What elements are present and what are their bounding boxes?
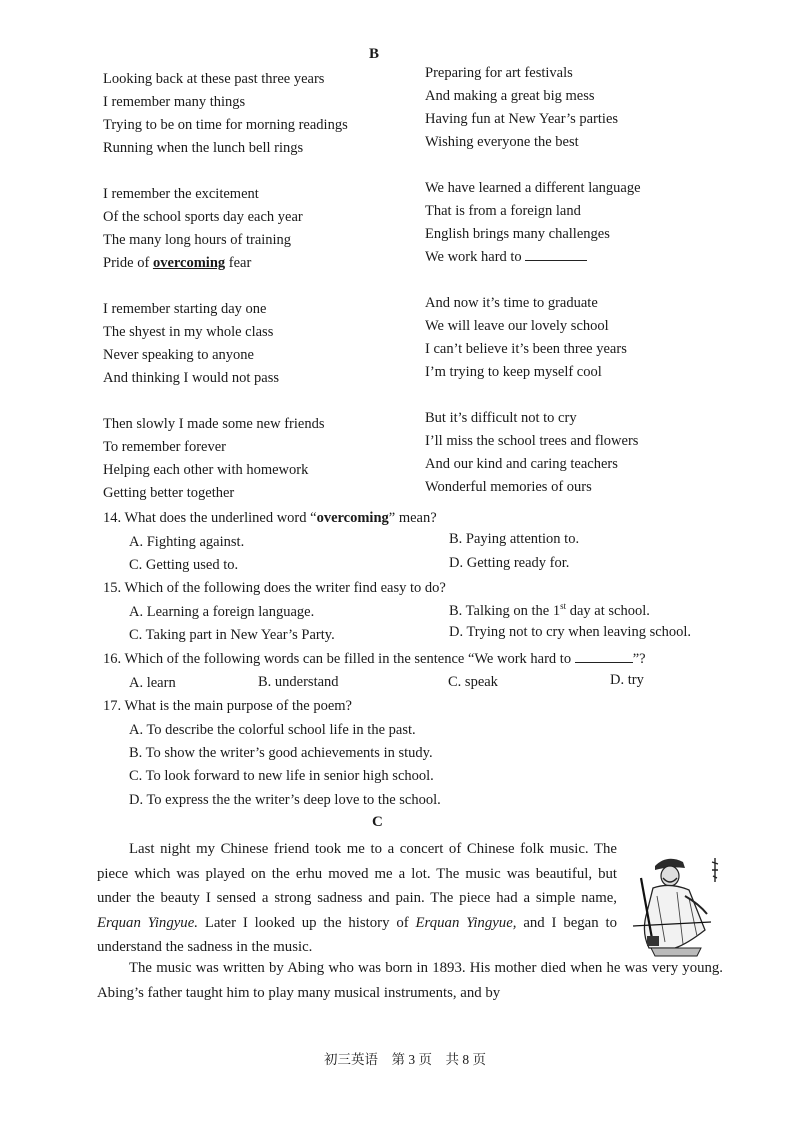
p1-italic-title-1: Erquan Yingyue. — [97, 914, 198, 931]
q14-option-a: A. Fighting against. — [129, 534, 245, 550]
section-c-title: C — [372, 814, 383, 830]
poem-line: Looking back at these past three years — [103, 71, 325, 87]
q17-option-a: A. To describe the colorful school life in the past. — [129, 722, 416, 738]
poem-line: I remember the excitement — [103, 186, 259, 202]
q16-option-c: C. speak — [448, 674, 498, 690]
poem-line: We will leave our lovely school — [425, 318, 609, 334]
poem-line: Helping each other with homework — [103, 462, 309, 478]
poem-line: I’ll miss the school trees and flowers — [425, 433, 639, 449]
page-footer: 初三英语 第 3 页 共 8 页 — [324, 1052, 486, 1067]
poem-line: And now it’s time to graduate — [425, 295, 598, 311]
question-15-stem: 15. Which of the following does the writer find easy to do? — [103, 580, 446, 596]
poem-line: We have learned a different language — [425, 180, 641, 196]
poem-line-pride — [103, 252, 413, 275]
q14-option-d: D. Getting ready for. — [449, 555, 570, 571]
q15-b-sup: st — [560, 601, 567, 611]
erhu-player-icon — [627, 852, 723, 960]
q16-option-a: A. learn — [129, 675, 176, 691]
q17-option-c: C. To look forward to new life in senior high school. — [129, 768, 434, 784]
passage-c-paragraph-2: The music was written by Abing who was born in 1893. His mother died when he was very young. Abing’s father taught him to play many musical instruments, and by — [97, 960, 723, 1001]
poem-line: I remember many things — [103, 94, 246, 110]
q16-option-b: B. understand — [258, 674, 339, 690]
q16-stem-after: ”? — [632, 651, 646, 667]
stanza — [103, 68, 413, 160]
stanza — [425, 62, 745, 154]
poem-right-column — [425, 62, 745, 499]
poem-line: Wishing everyone the best — [425, 134, 579, 150]
poem-line: I can’t believe it’s been three years — [425, 341, 627, 357]
section-b-title: B — [369, 46, 380, 62]
question-16-stem — [103, 650, 646, 668]
p1-italic-title-2: Erquan Yingyue, — [415, 914, 517, 931]
poem-line: Never speaking to anyone — [103, 347, 254, 363]
poem-line: Trying to be on time for morning readings — [103, 117, 348, 133]
poem-line: English brings many challenges — [425, 226, 610, 242]
poem-line: I’m trying to keep myself cool — [425, 364, 602, 380]
underlined-word: overcoming — [152, 255, 226, 271]
q14-word: overcoming — [316, 510, 389, 526]
q14-after: ” mean? — [388, 510, 437, 526]
q14-before: 14. What does the underlined word “ — [103, 510, 317, 526]
poem-line: The shyest in my whole class — [103, 324, 274, 340]
q15-option-d: D. Trying not to cry when leaving school. — [449, 624, 692, 640]
poem-line: That is from a foreign land — [425, 203, 581, 219]
q14-option-c: C. Getting used to. — [129, 557, 239, 573]
stanza — [425, 177, 745, 269]
poem-line-blank — [425, 246, 745, 269]
work-line-text: We work hard to — [425, 249, 522, 265]
poem-line: But it’s difficult not to cry — [425, 410, 577, 426]
poem-line: To remember forever — [103, 439, 226, 455]
stanza — [425, 407, 745, 499]
answer-blank — [575, 650, 633, 663]
stanza — [425, 292, 745, 384]
q17-option-d: D. To express the the writer’s deep love to the school. — [129, 792, 441, 808]
poem-line: Getting better together — [103, 485, 235, 501]
q15-option-a: A. Learning a foreign language. — [129, 604, 315, 620]
stanza — [103, 183, 413, 275]
erhu-player-illustration — [627, 852, 723, 960]
answer-blank — [525, 248, 587, 261]
poem-line: Running when the lunch bell rings — [103, 140, 304, 156]
pride-after: fear — [225, 255, 252, 271]
question-14-stem — [103, 510, 437, 527]
p1-before: Last night my Chinese friend took me to a concert of Chinese folk music. The piece which was played on the erhu moved me a lot. The music was beautiful, but under the beauty I sensed a strong sadness and pain. The piece had a simple name, — [97, 841, 617, 906]
poem-line: And making a great big mess — [425, 88, 595, 104]
poem-line: I remember starting day one — [103, 301, 267, 317]
q15-option-b — [449, 601, 650, 620]
q14-option-b: B. Paying attention to. — [449, 531, 580, 547]
p1-mid: Later I looked up the history of — [197, 914, 416, 931]
poem-line: Preparing for art festivals — [425, 65, 573, 81]
poem-line: Having fun at New Year’s parties — [425, 111, 619, 127]
poem-line: And thinking I would not pass — [103, 370, 280, 386]
poem-left-column — [103, 68, 413, 505]
poem-line: The many long hours of training — [103, 232, 292, 248]
q17-option-b: B. To show the writer’s good achievements in study. — [129, 745, 433, 761]
q15-b-after: day at school. — [566, 602, 650, 619]
poem-line: And our kind and caring teachers — [425, 456, 618, 472]
poem-line: Of the school sports day each year — [103, 209, 303, 225]
q16-option-d: D. try — [610, 672, 644, 688]
stanza — [103, 413, 413, 505]
poem-line: Wonderful memories of ours — [425, 479, 592, 495]
q15-option-c: C. Taking part in New Year’s Party. — [129, 627, 335, 643]
q15-b-before: B. Talking on the 1 — [449, 602, 561, 619]
pride-before: Pride of — [103, 255, 153, 271]
q16-stem-before: 16. Which of the following words can be filled in the sentence “We work hard to — [103, 651, 572, 667]
stanza — [103, 298, 413, 390]
passage-c-paragraph-1 — [97, 837, 617, 960]
p1-after: and I began to understand the sadness in the music. — [97, 914, 618, 955]
poem-line: Then slowly I made some new friends — [103, 416, 325, 432]
question-17-stem: 17. What is the main purpose of the poem? — [103, 698, 352, 714]
